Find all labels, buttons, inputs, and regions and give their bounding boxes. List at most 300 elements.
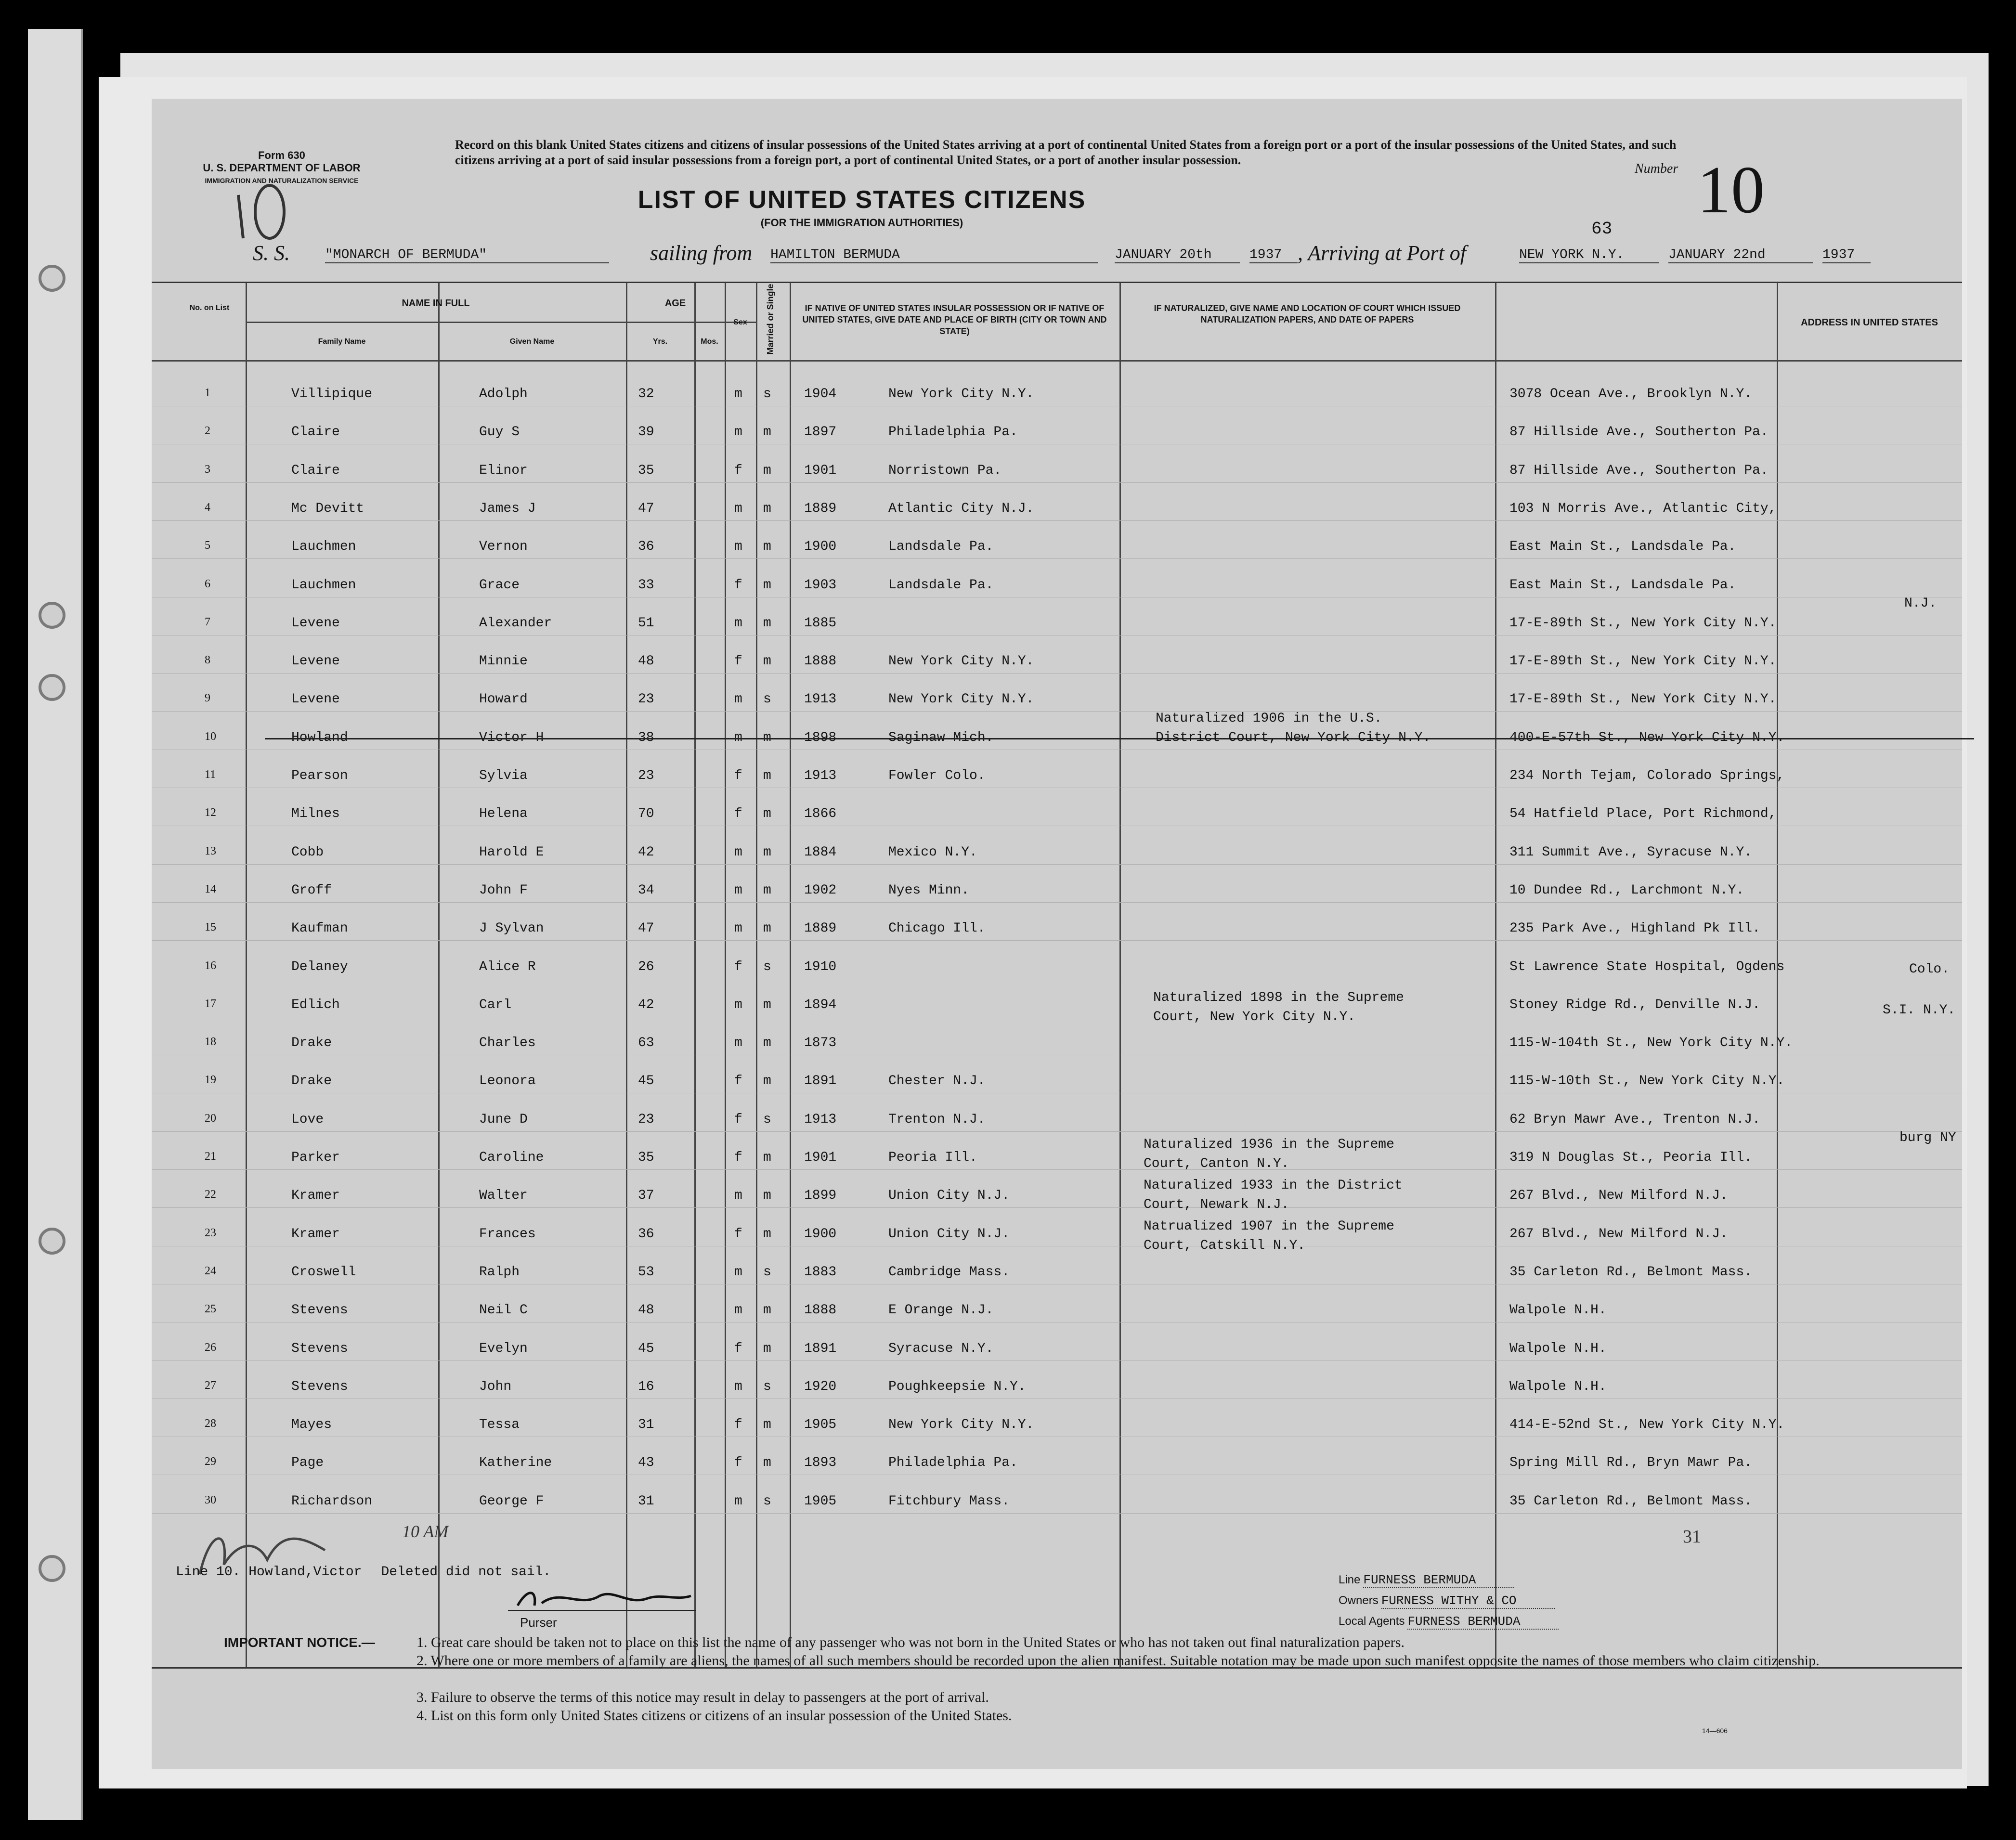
cell-year: 1910: [804, 959, 837, 974]
cell-family: Cobb: [291, 844, 324, 860]
cell-address: 267 Blvd., New Milford N.J.: [1509, 1226, 1728, 1242]
table-row: [152, 1183, 1962, 1207]
cell-age: 35: [638, 1150, 654, 1165]
cell-no: 13: [205, 844, 216, 857]
cell-place: Chicago Ill.: [888, 921, 986, 936]
cell-no: 21: [205, 1150, 216, 1163]
cell-no: 10: [205, 730, 216, 743]
cell-address: St Lawrence State Hospital, Ogdens: [1509, 959, 1785, 974]
agents-value: FURNESS BERMUDA: [1407, 1614, 1559, 1630]
purser-signature: [508, 1584, 696, 1613]
cell-no: 6: [205, 577, 210, 590]
cell-marital: m: [763, 425, 771, 440]
cell-no: 20: [205, 1112, 216, 1125]
cell-given: Grace: [479, 577, 520, 593]
cell-sex: m: [734, 539, 742, 555]
cell-marital: m: [763, 654, 771, 669]
cell-age: 32: [638, 387, 654, 402]
header-address: ADDRESS IN UNITED STATES: [1801, 317, 1938, 328]
cell-sex: f: [734, 1226, 742, 1242]
cell-given: Vernon: [479, 539, 528, 555]
binder-hole: [39, 1555, 65, 1582]
cell-place: Syracuse N.Y.: [888, 1341, 994, 1356]
departure-date: JANUARY 20th: [1115, 247, 1240, 263]
table-row: [152, 916, 1962, 940]
cell-given: J Sylvan: [479, 921, 544, 936]
cell-family: Kaufman: [291, 921, 348, 936]
ship-name: "MONARCH OF BERMUDA": [325, 247, 609, 263]
cell-given: Walter: [479, 1188, 528, 1204]
cell-given: Alice R: [479, 959, 536, 974]
cell-place: Atlantic City N.J.: [888, 501, 1034, 516]
cell-sex: m: [734, 882, 742, 898]
cell-address: 54 Hatfield Place, Port Richmond,: [1509, 806, 1777, 822]
cell-family: Claire: [291, 425, 340, 440]
cell-year: 1898: [804, 730, 837, 745]
cell-year: 1903: [804, 577, 837, 593]
deletion-line: Line 10. Howland,Victor: [176, 1565, 362, 1580]
departure-port: HAMILTON BERMUDA: [770, 247, 1098, 263]
agents-label: Local Agents: [1339, 1615, 1405, 1628]
cell-sex: m: [734, 1264, 742, 1280]
cell-marital: m: [763, 1341, 771, 1356]
cell-address: 235 Park Ave., Highland Pk Ill.: [1509, 921, 1760, 936]
cell-year: 1913: [804, 1112, 837, 1127]
cell-place: Philadelphia Pa.: [888, 1455, 1018, 1471]
cell-age: 47: [638, 501, 654, 516]
cell-given: Elinor: [479, 463, 528, 478]
cell-given: June D: [479, 1112, 528, 1127]
cell-no: 15: [205, 921, 216, 934]
cell-place: Landsdale Pa.: [888, 539, 994, 555]
cell-family: Levene: [291, 654, 340, 669]
cell-marital: m: [763, 997, 771, 1012]
cell-given: Guy S: [479, 425, 520, 440]
cell-year: 1900: [804, 539, 837, 555]
cell-year: 1891: [804, 1074, 837, 1089]
cell-sex: m: [734, 997, 742, 1012]
cell-given: Sylvia: [479, 768, 528, 783]
cell-year: 1913: [804, 768, 837, 783]
cell-age: 48: [638, 1303, 654, 1318]
cell-address: 17-E-89th St., New York City N.Y.: [1509, 654, 1777, 669]
binder-hole: [39, 1228, 65, 1255]
table-row: [152, 1489, 1962, 1513]
margin-time-note: 10 AM: [402, 1522, 449, 1541]
cell-family: Groff: [291, 882, 332, 898]
cell-given: Neil C: [479, 1303, 528, 1318]
cell-marital: m: [763, 1417, 771, 1433]
cell-sex: m: [734, 425, 742, 440]
stamp-number: 63: [1591, 219, 1613, 239]
address-continuation: S.I. N.Y.: [1883, 1003, 1956, 1018]
cell-place: Fowler Colo.: [888, 768, 986, 783]
departure-year: 1937: [1249, 247, 1298, 263]
cell-year: 1885: [804, 615, 837, 631]
cell-place: Union City N.J.: [888, 1188, 1010, 1204]
sailing-label: sailing from: [650, 241, 753, 265]
cell-address: 115-W-10th St., New York City N.Y.: [1509, 1074, 1785, 1089]
table-row: [152, 1451, 1962, 1475]
cell-place: New York City N.Y.: [888, 387, 1034, 402]
cell-family: Kramer: [291, 1188, 340, 1204]
cell-no: 25: [205, 1303, 216, 1316]
cell-sex: f: [734, 1150, 742, 1165]
cell-year: 1884: [804, 844, 837, 860]
cell-sex: m: [734, 1188, 742, 1204]
cell-year: 1900: [804, 1226, 837, 1242]
cell-place: New York City N.Y.: [888, 654, 1034, 669]
cell-address: 115-W-104th St., New York City N.Y.: [1509, 1036, 1793, 1051]
table-row: [152, 1260, 1962, 1284]
header-marital-status: Married or Single: [766, 284, 775, 355]
table-row: [152, 496, 1962, 520]
cell-no: 14: [205, 882, 216, 895]
cell-place: Nyes Minn.: [888, 882, 970, 898]
cell-no: 17: [205, 997, 216, 1010]
cell-age: 51: [638, 615, 654, 631]
cell-no: 19: [205, 1074, 216, 1087]
table-row: [152, 534, 1962, 558]
table-row: [152, 764, 1962, 788]
cell-marital: m: [763, 921, 771, 936]
cell-marital: m: [763, 463, 771, 478]
cell-sex: f: [734, 1341, 742, 1356]
owners-field: [1339, 1594, 1555, 1608]
cell-sex: m: [734, 1493, 742, 1509]
naturalization-note: Natrualized 1907 in the Supreme Court, Catskill N.Y.: [1144, 1219, 1394, 1253]
table-row: [152, 687, 1962, 711]
cell-no: 3: [205, 463, 210, 476]
cell-marital: m: [763, 577, 771, 593]
cell-address: 87 Hillside Ave., Southerton Pa.: [1509, 425, 1769, 440]
cell-year: 1901: [804, 463, 837, 478]
cell-family: Levene: [291, 692, 340, 707]
cell-age: 31: [638, 1417, 654, 1433]
service-name: IMMIGRATION AND NATURALIZATION SERVICE: [205, 177, 359, 184]
cell-given: John: [479, 1379, 512, 1394]
cell-year: 1899: [804, 1188, 837, 1204]
cell-marital: m: [763, 730, 771, 745]
cell-family: Lauchmen: [291, 577, 356, 593]
cell-address: 87 Hillside Ave., Southerton Pa.: [1509, 463, 1769, 478]
owners-value: FURNESS WITHY & CO: [1381, 1594, 1555, 1609]
cell-age: 16: [638, 1379, 654, 1394]
owners-label: Owners: [1339, 1594, 1379, 1607]
cell-no: 30: [205, 1493, 216, 1506]
cell-age: 31: [638, 1493, 654, 1509]
cell-given: Leonora: [479, 1074, 536, 1089]
number-label: Number: [1635, 161, 1678, 176]
cell-address: Walpole N.H.: [1509, 1303, 1607, 1318]
cell-age: 33: [638, 577, 654, 593]
cell-marital: m: [763, 1036, 771, 1051]
cell-family: Croswell: [291, 1264, 356, 1280]
table-row: [152, 420, 1962, 444]
cell-family: Mc Devitt: [291, 501, 364, 516]
cell-age: 47: [638, 921, 654, 936]
form-title: LIST OF UNITED STATES CITIZENS: [637, 186, 1086, 214]
cell-marital: s: [763, 959, 771, 974]
cell-place: Peoria Ill.: [888, 1150, 977, 1165]
cell-family: Love: [291, 1112, 324, 1127]
table-row: [152, 1145, 1962, 1169]
cell-address: East Main St., Landsdale Pa.: [1509, 539, 1736, 555]
cell-year: 1897: [804, 425, 837, 440]
form-number: Form 630: [258, 149, 305, 161]
header-naturalized: IF NATURALIZED, GIVE NAME AND LOCATION OF COURT WHICH ISSUED NATURALIZATION PAPERS, AND DATE OF PAPERS: [1154, 303, 1461, 324]
table-row: [152, 1412, 1962, 1437]
cell-sex: f: [734, 463, 742, 478]
cell-sex: m: [734, 844, 742, 860]
table-row: [152, 955, 1962, 979]
cell-age: 35: [638, 463, 654, 478]
cell-marital: m: [763, 501, 771, 516]
cell-marital: m: [763, 1455, 771, 1471]
cell-sex: f: [734, 577, 742, 593]
cell-address: 35 Carleton Rd., Belmont Mass.: [1509, 1264, 1753, 1280]
cell-no: 4: [205, 501, 210, 514]
cell-marital: s: [763, 387, 771, 402]
cell-place: Norristown Pa.: [888, 463, 1002, 478]
cell-address: 400-E-57th St., New York City N.Y.: [1509, 730, 1785, 745]
cell-year: 1920: [804, 1379, 837, 1394]
notice-item: 4. List on this form only United States citizens or citizens of an insular possession of the United States.: [416, 1708, 1012, 1723]
table-row: [152, 1298, 1962, 1322]
cell-place: Philadelphia Pa.: [888, 425, 1018, 440]
naturalization-note: Naturalized 1933 in the District Court, Newark N.J.: [1144, 1178, 1403, 1212]
cell-age: 43: [638, 1455, 654, 1471]
cell-year: 1893: [804, 1455, 837, 1471]
table-row: [152, 840, 1962, 864]
line-value: FURNESS BERMUDA: [1363, 1573, 1514, 1588]
arrival-year: 1937: [1822, 247, 1871, 263]
table-row: [152, 611, 1962, 635]
cell-address: 234 North Tejam, Colorado Springs,: [1509, 768, 1785, 783]
cell-family: Stevens: [291, 1303, 348, 1318]
department-block: [200, 149, 364, 187]
cell-no: 11: [205, 768, 216, 781]
cell-age: 37: [638, 1188, 654, 1204]
cell-place: Saginaw Mich.: [888, 730, 994, 745]
cell-place: E Orange N.J.: [888, 1303, 994, 1318]
cell-age: 36: [638, 539, 654, 555]
cell-age: 34: [638, 882, 654, 898]
cell-given: John F: [479, 882, 528, 898]
cell-year: 1902: [804, 882, 837, 898]
cell-address: Stoney Ridge Rd., Denville N.J.: [1509, 997, 1760, 1012]
cell-address: 414-E-52nd St., New York City N.Y.: [1509, 1417, 1785, 1433]
cell-sex: f: [734, 1074, 742, 1089]
cell-year: 1905: [804, 1417, 837, 1433]
cell-age: 70: [638, 806, 654, 822]
cell-address: 3078 Ocean Ave., Brooklyn N.Y.: [1509, 387, 1753, 402]
cell-no: 24: [205, 1264, 216, 1277]
table-row: [152, 1069, 1962, 1093]
notice-item: 2. Where one or more members of a family are aliens, the names of all such members should be recorded upon the alien manifest. Suitable notation may be made upon such manifest opposite the names of those members who claim citizenship.: [416, 1653, 1820, 1669]
table-row: [152, 1107, 1962, 1131]
cell-given: James J: [479, 501, 536, 516]
cell-address: 17-E-89th St., New York City N.Y.: [1509, 615, 1777, 631]
cell-place: Trenton N.J.: [888, 1112, 986, 1127]
cell-address: 35 Carleton Rd., Belmont Mass.: [1509, 1493, 1753, 1509]
cell-sex: m: [734, 1303, 742, 1318]
manifest-form: [152, 99, 1962, 1769]
line-label: Line: [1339, 1573, 1361, 1586]
header-months: Mos.: [701, 337, 718, 346]
cell-no: 27: [205, 1379, 216, 1392]
form-subtitle: (FOR THE IMMIGRATION AUTHORITIES): [760, 217, 963, 229]
voyage-line: [253, 241, 1938, 270]
cell-no: 22: [205, 1188, 216, 1201]
header-sex: Sex: [733, 318, 747, 326]
cell-year: 1889: [804, 921, 837, 936]
header-number: No. on List: [189, 304, 230, 312]
cell-family: Villipique: [291, 387, 373, 402]
cell-marital: m: [763, 1150, 771, 1165]
table-row: [152, 573, 1962, 597]
cell-address: Walpole N.H.: [1509, 1379, 1607, 1394]
cell-no: 16: [205, 959, 216, 972]
cell-year: 1904: [804, 387, 837, 402]
cell-family: Richardson: [291, 1493, 373, 1509]
cell-given: Carl: [479, 997, 512, 1012]
cell-place: Cambridge Mass.: [888, 1264, 1010, 1280]
cell-age: 42: [638, 844, 654, 860]
binder-hole: [39, 674, 65, 701]
cell-age: 36: [638, 1226, 654, 1242]
cell-address: East Main St., Landsdale Pa.: [1509, 577, 1736, 593]
cell-place: Mexico N.Y.: [888, 844, 977, 860]
table-row: [152, 382, 1962, 406]
naturalization-note: Naturalized 1898 in the Supreme Court, New York City N.Y.: [1153, 990, 1404, 1024]
cell-marital: s: [763, 1493, 771, 1509]
purser-label: Purser: [520, 1615, 557, 1630]
cell-marital: m: [763, 882, 771, 898]
cell-no: 29: [205, 1455, 216, 1468]
cell-marital: s: [763, 1264, 771, 1280]
cell-no: 5: [205, 539, 210, 552]
cell-no: 26: [205, 1341, 216, 1354]
table-row: [152, 726, 1962, 750]
cell-family: Stevens: [291, 1341, 348, 1356]
cell-age: 45: [638, 1074, 654, 1089]
arriving-label: , Arriving at Port of: [1298, 241, 1466, 265]
cell-given: Katherine: [479, 1455, 552, 1471]
cell-age: 42: [638, 997, 654, 1012]
cell-given: Victor H: [479, 730, 544, 745]
cell-place: Poughkeepsie N.Y.: [888, 1379, 1026, 1394]
cell-sex: m: [734, 921, 742, 936]
cell-family: Milnes: [291, 806, 340, 822]
cell-family: Edlich: [291, 997, 340, 1012]
cell-age: 45: [638, 1341, 654, 1356]
cell-family: Drake: [291, 1074, 332, 1089]
deleted-strike-line: [265, 738, 1974, 739]
cell-sex: m: [734, 1379, 742, 1394]
cell-marital: m: [763, 768, 771, 783]
cell-marital: m: [763, 1303, 771, 1318]
cell-sex: m: [734, 692, 742, 707]
cell-family: Parker: [291, 1150, 340, 1165]
naturalization-note: Naturalized 1906 in the U.S. District Court, New York City N.Y.: [1156, 711, 1431, 745]
cell-sex: f: [734, 768, 742, 783]
cell-place: New York City N.Y.: [888, 1417, 1034, 1433]
cell-year: 1905: [804, 1493, 837, 1509]
cell-sex: f: [734, 806, 742, 822]
cell-year: 1894: [804, 997, 837, 1012]
agents-field: [1339, 1614, 1559, 1629]
naturalization-note: Naturalized 1936 in the Supreme Court, Canton N.Y.: [1144, 1137, 1394, 1171]
cell-no: 12: [205, 806, 216, 819]
cell-given: Frances: [479, 1226, 536, 1242]
cell-marital: s: [763, 692, 771, 707]
notice-heading: IMPORTANT NOTICE.—: [224, 1635, 375, 1650]
cell-given: Howard: [479, 692, 528, 707]
cell-address: 267 Blvd., New Milford N.J.: [1509, 1188, 1728, 1204]
binder-strip: [28, 29, 83, 1820]
cell-address: 319 N Douglas St., Peoria Ill.: [1509, 1150, 1753, 1165]
cell-age: 23: [638, 692, 654, 707]
line-field: [1339, 1573, 1514, 1587]
cell-family: Pearson: [291, 768, 348, 783]
cell-place: Fitchbury Mass.: [888, 1493, 1010, 1509]
table-row: [152, 649, 1962, 673]
table-row: [152, 1222, 1962, 1246]
list-number: 10: [1697, 153, 1765, 227]
cell-marital: m: [763, 844, 771, 860]
cell-marital: s: [763, 1379, 771, 1394]
cell-no: 28: [205, 1417, 216, 1430]
header-name-in-full: NAME IN FULL: [402, 298, 470, 309]
address-continuation: Colo.: [1909, 962, 1950, 977]
cell-given: Caroline: [479, 1150, 544, 1165]
cell-address: 10 Dundee Rd., Larchmont N.Y.: [1509, 882, 1744, 898]
cell-given: Minnie: [479, 654, 528, 669]
cell-family: Levene: [291, 615, 340, 631]
cell-no: 8: [205, 654, 210, 667]
ss-label: S. S.: [253, 241, 290, 265]
cell-age: 26: [638, 959, 654, 974]
cell-year: 1888: [804, 1303, 837, 1318]
cell-family: Claire: [291, 463, 340, 478]
cell-age: 23: [638, 1112, 654, 1127]
notice-item: 1. Great care should be taken not to place on this list the name of any passenger who was not born in the United States or who has not taken out final naturalization papers.: [416, 1634, 1405, 1650]
address-continuation: burg NY: [1899, 1130, 1956, 1145]
deletion-reason: Deleted did not sail.: [381, 1565, 551, 1580]
cell-family: Mayes: [291, 1417, 332, 1433]
cell-age: 53: [638, 1264, 654, 1280]
cell-age: 48: [638, 654, 654, 669]
cell-no: 18: [205, 1036, 216, 1049]
cell-marital: m: [763, 1074, 771, 1089]
cell-given: Helena: [479, 806, 528, 822]
header-age: AGE: [664, 298, 686, 309]
table-row: [152, 802, 1962, 826]
table-row: [152, 993, 1962, 1017]
cell-given: Charles: [479, 1036, 536, 1051]
form-code: 14—606: [1702, 1727, 1728, 1735]
cell-given: Alexander: [479, 615, 552, 631]
cell-address: 103 N Morris Ave., Atlantic City,: [1509, 501, 1777, 516]
table-row: [152, 1031, 1962, 1055]
deletion-note: [176, 1565, 551, 1580]
arrival-port: NEW YORK N.Y.: [1519, 247, 1659, 263]
cell-age: 23: [638, 768, 654, 783]
cell-family: Page: [291, 1455, 324, 1471]
table-row: [152, 458, 1962, 482]
cell-no: 2: [205, 425, 210, 438]
